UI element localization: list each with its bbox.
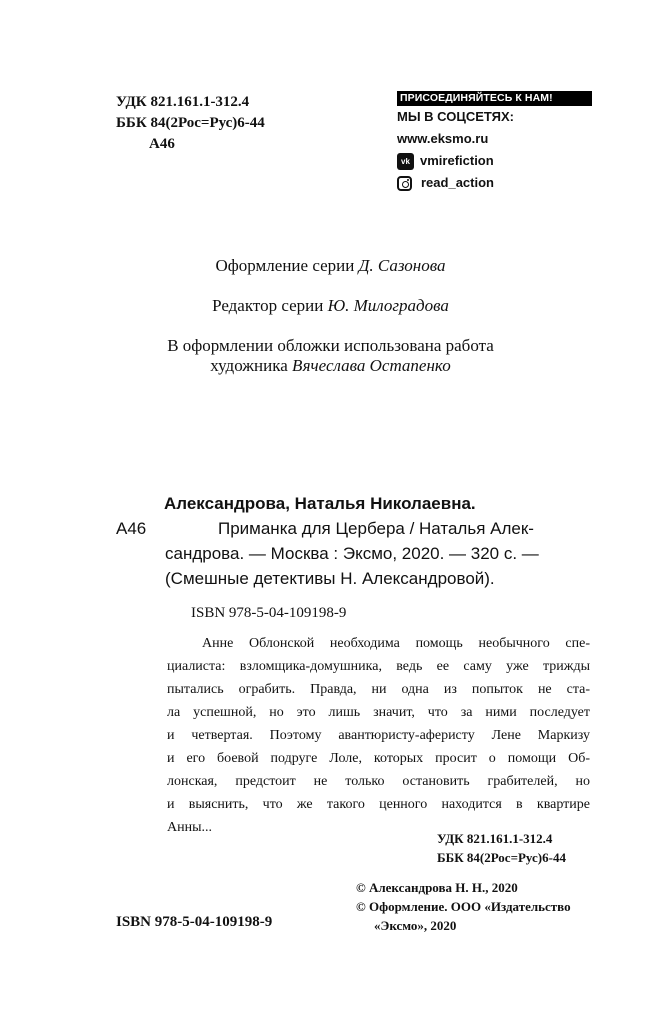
classification-codes-right — [437, 829, 566, 867]
instagram-icon — [397, 176, 412, 191]
bib-isbn: ISBN 978-5-04-109198-9 — [191, 605, 347, 621]
cover-credit-line1: В оформлении обложки использована работа — [167, 336, 494, 355]
annotation-line: и четвертая. Поэтому авантюристу-аферисту Лене Маркизу — [167, 728, 590, 743]
series-editor-label: Редактор серии — [212, 296, 324, 315]
social-block — [397, 91, 592, 194]
series-design-label: Оформление серии — [215, 256, 355, 275]
classification-codes — [116, 92, 265, 155]
annotation-line: Анне Облонской необходима помощь необычного спе- — [202, 636, 590, 651]
networks-label: МЫ В СОЦСЕТЯХ: — [397, 109, 515, 124]
website-link[interactable]: www.eksmo.ru — [397, 131, 489, 146]
bib-line-3: (Смешные детективы Н. Александровой). — [165, 569, 495, 588]
series-design-name: Д. Сазонова — [358, 256, 446, 275]
bib-author: Александрова, Наталья Николаевна. — [164, 494, 476, 513]
cover-credit-line2 — [0, 356, 661, 376]
vk-icon: vk — [397, 153, 414, 170]
annotation-line: и выяснить, что же такого ценного находится в квартире — [167, 797, 590, 812]
cover-artist-name: Вячеслава Остапенко — [292, 356, 451, 375]
copyright-author: © Александрова Н. Н., 2020 — [356, 880, 518, 895]
annotation-line: лонская, предстоит не только остановить грабителей, но — [167, 774, 590, 789]
annotation-line: пытались ограбить. Правда, ни одна из попыток не ста- — [167, 682, 590, 697]
vk-row[interactable] — [397, 150, 592, 172]
udk-code: УДК 821.161.1-312.4 — [116, 94, 250, 110]
annotation — [167, 632, 590, 842]
instagram-row[interactable] — [397, 172, 592, 194]
bbk-code-right: ББК 84(2Рос=Рус)6-44 — [437, 850, 566, 865]
bbk-code: ББК 84(2Рос=Рус)6-44 — [116, 115, 265, 131]
series-editor-name: Ю. Милоградова — [327, 296, 449, 315]
series-editor-credit — [0, 296, 661, 316]
copyright-block — [356, 878, 571, 935]
udk-code-right: УДК 821.161.1-312.4 — [437, 831, 553, 846]
bib-line-1: Приманка для Цербера / Наталья Алек- — [218, 519, 534, 538]
series-design-credit — [0, 256, 661, 276]
footer-isbn: ISBN 978-5-04-109198-9 — [116, 914, 273, 930]
vk-handle[interactable]: vmirefiction — [420, 153, 494, 168]
annotation-line: циалиста: взломщика-домушника, ведь ее саму уже трижды — [167, 659, 590, 674]
copyright-publisher: «Эксмо», 2020 — [374, 918, 457, 933]
join-us-banner: ПРИСОЕДИНЯЙТЕСЬ К НАМ! — [397, 91, 592, 106]
annotation-line: и его боевой подруге Лоле, которых просит о помощи Об- — [167, 751, 590, 766]
bib-code: А46 — [116, 519, 147, 538]
annotation-line: ла успешной, но это лишь значит, что за ними последует — [167, 705, 590, 720]
copyright-design: © Оформление. ООО «Издательство — [356, 899, 571, 914]
annotation-line: Анны... — [167, 820, 213, 835]
bib-line-2: сандрова. — Москва : Эксмо, 2020. — 320 с. — — [165, 544, 539, 563]
instagram-handle[interactable]: read_action — [421, 175, 494, 190]
cover-artist-label: художника — [210, 356, 288, 375]
author-mark: А46 — [149, 136, 175, 152]
